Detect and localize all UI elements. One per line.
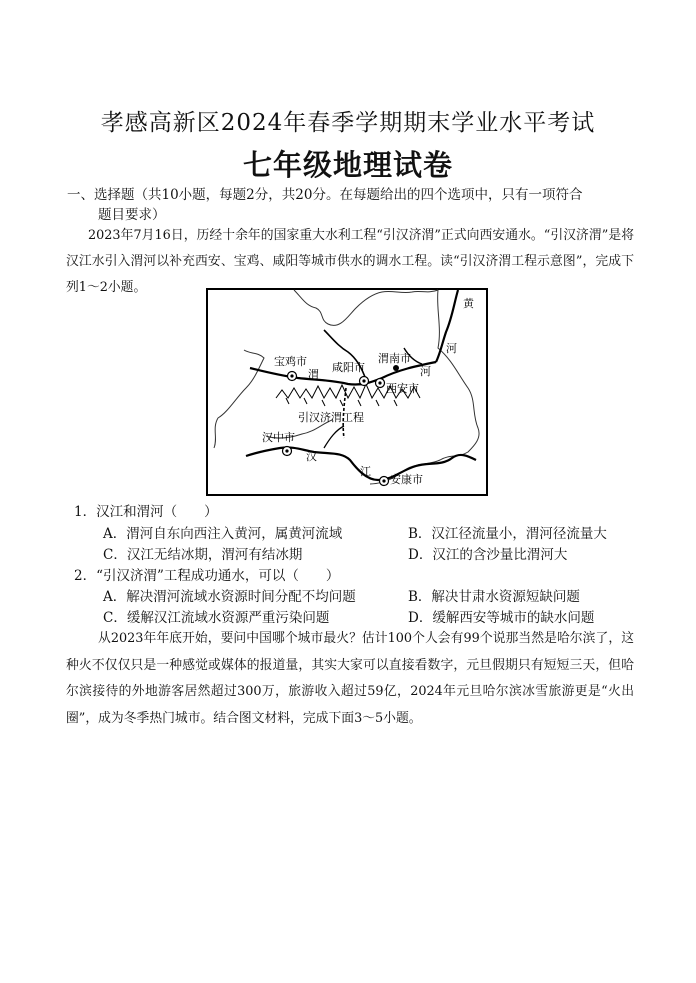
question-1-stem: 1．汉江和渭河（ ）: [74, 504, 218, 520]
diversion-project-map: [206, 288, 488, 496]
label-project: 引汉济渭工程: [298, 411, 364, 424]
label-xian: 西安市: [386, 382, 419, 395]
q2-option-c: C．缓解汉江流域水资源严重污染问题: [103, 610, 330, 626]
label-he2: 河: [420, 365, 431, 378]
intro-paragraph: 2023年7月16日，历经十余年的国家重大水利工程“引汉济渭”正式向西安通水。“引汉济渭”是将汉江水引入渭河以补充西安、宝鸡、咸阳等城市供水的调水工程。读“引汉济渭工程示意图”，完成下列1～2小题。: [66, 228, 634, 295]
label-jiang: 江: [360, 465, 371, 478]
q1-option-a: A．渭河自东向西注入黄河，属黄河流域: [103, 526, 343, 542]
exam-subtitle: 七年级地理试卷: [242, 148, 453, 182]
question-2-stem: 2．“引汉济渭”工程成功通水，可以（ ）: [74, 568, 340, 584]
city-ankang: [380, 477, 389, 486]
label-hanzhong: 汉中市: [262, 431, 295, 444]
q2-option-d: D．缓解西安等城市的缺水问题: [408, 610, 595, 626]
city-hanzhong: [283, 447, 292, 456]
label-weinan: 渭南市: [378, 352, 411, 365]
material-paragraph-2: 从2023年年底开始，要问中国哪个城市最火？估计100个人会有99个说那当然是哈尔滨了，这种火不仅仅只是一种感觉或媒体的报道量，其实大家可以直接看数字，元旦假期只有短短三天，但哈尔滨接待的外地游客居然超过300万，旅游收入超过59亿，2024年元旦哈尔滨冰雪旅游更是“火出圈”，成为冬季热门城市。结合图文材料，完成下面3～5小题。: [66, 631, 634, 726]
label-wei: 渭: [308, 368, 319, 381]
q1-option-d: D．汉江的含沙量比渭河大: [408, 547, 568, 563]
label-baoji: 宝鸡市: [274, 355, 307, 368]
label-he: 河: [446, 342, 457, 355]
section-heading-cont: 题目要求）: [98, 207, 166, 223]
label-ankang: 安康市: [390, 473, 423, 486]
city-baoji: [288, 372, 297, 381]
map-border: [207, 289, 487, 495]
label-huang: 黄: [463, 297, 474, 310]
q1-option-b: B．汉江径流量小，渭河径流量大: [408, 526, 607, 542]
label-han: 汉: [306, 450, 317, 463]
label-xianyang: 咸阳市: [332, 361, 365, 374]
city-xianyang: [360, 377, 369, 386]
city-xian: [376, 379, 385, 388]
q2-option-a: A．解决渭河流域水资源时间分配不均问题: [103, 589, 356, 605]
q2-option-b: B．解决甘肃水资源短缺问题: [408, 589, 580, 605]
exam-title: 孝感高新区2024年春季学期期末学业水平考试: [100, 110, 596, 136]
city-weinan: [393, 365, 399, 371]
section-heading: 一、选择题（共10小题，每题2分，共20分。在每题给出的四个选项中，只有一项符合: [67, 187, 583, 203]
q1-option-c: C．汉江无结冰期，渭河有结冰期: [103, 547, 303, 563]
